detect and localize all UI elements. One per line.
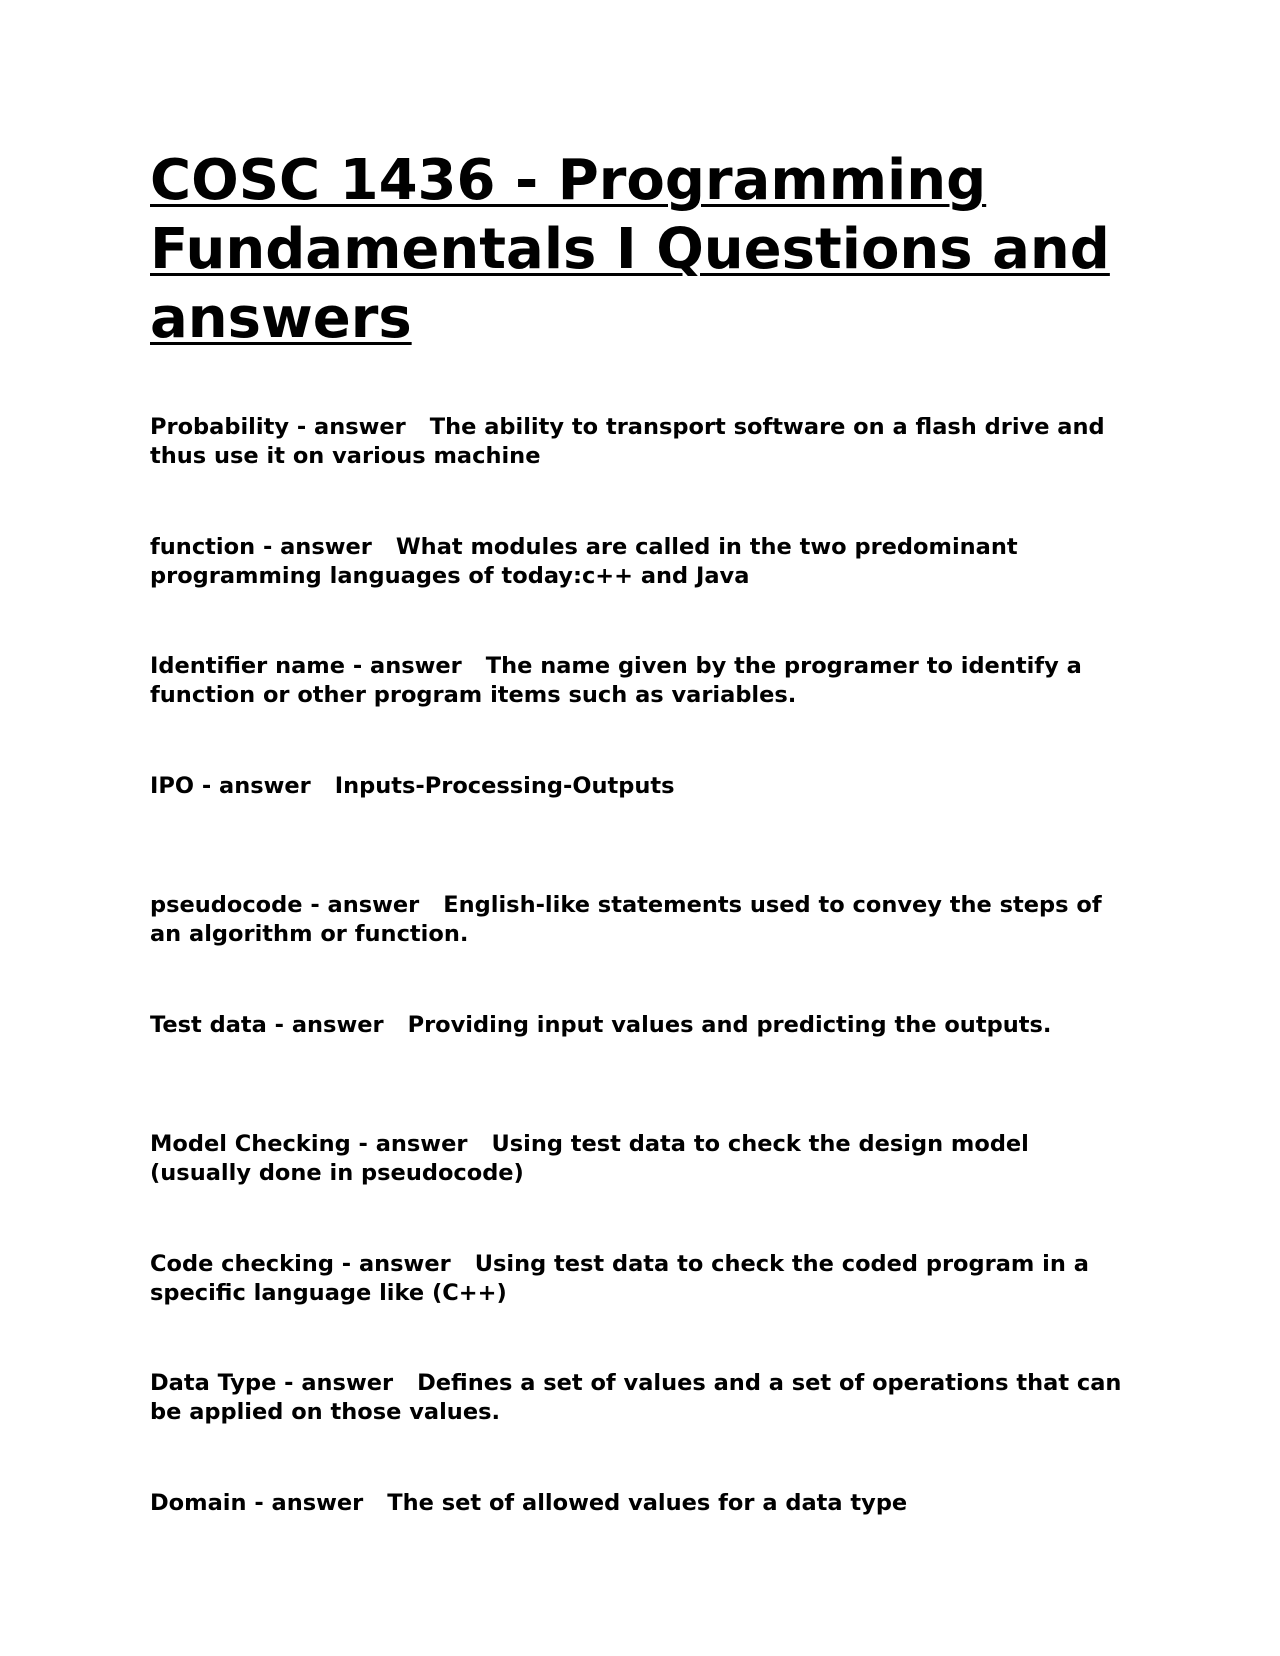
qa-separator: - answer	[350, 1131, 468, 1157]
qa-separator: - answer	[333, 1250, 451, 1277]
qa-term: IPO	[150, 772, 194, 799]
qa-separator: - answer	[194, 772, 311, 799]
qa-definition: English-like statements used to convey the steps of an algorithm or function.	[150, 892, 1102, 947]
qa-item	[150, 1489, 1130, 1609]
qa-separator: - answer	[276, 1370, 394, 1396]
document-title: COSC 1436 - Programming Fundamentals I Questions and answers	[150, 148, 1110, 351]
qa-item	[150, 413, 1130, 533]
qa-item	[150, 1011, 1130, 1131]
qa-list	[150, 413, 1130, 1608]
qa-item	[150, 891, 1130, 1011]
qa-term: Code checking	[150, 1250, 334, 1277]
qa-term: Data Type	[150, 1370, 277, 1396]
qa-definition: Defines a set of values and a set of operations that can be applied on those values.	[150, 1370, 1122, 1425]
qa-item	[150, 1130, 1130, 1250]
qa-term: Probability	[150, 414, 289, 440]
qa-term: Identifier name	[150, 653, 345, 679]
qa-separator: - answer	[266, 1011, 384, 1038]
qa-item	[150, 772, 1130, 892]
qa-definition: What modules are called in the two predominant programming languages of today:c++ and Java	[150, 533, 1018, 589]
qa-separator: - answer	[302, 892, 420, 918]
qa-term: Test data	[150, 1011, 267, 1038]
qa-definition: The set of allowed values for a data type	[387, 1489, 908, 1516]
qa-definition: The ability to transport software on a flash drive and thus use it on various machine	[150, 414, 1105, 469]
qa-item	[150, 533, 1130, 653]
qa-definition: Using test data to check the coded program in a specific language like (C++)	[150, 1250, 1089, 1306]
qa-definition: Using test data to check the design model (usually done in pseudocode)	[150, 1131, 1029, 1186]
qa-term: function	[150, 533, 256, 560]
qa-separator: - answer	[289, 414, 406, 440]
qa-definition: Inputs-Processing-Outputs	[334, 772, 675, 799]
qa-term: Domain	[150, 1489, 247, 1516]
qa-definition: The name given by the programer to identify a function or other program items such as variables.	[150, 653, 1082, 708]
qa-term: Model Checking	[150, 1131, 351, 1157]
qa-separator: - answer	[345, 653, 462, 679]
qa-item	[150, 1250, 1130, 1370]
qa-item	[150, 652, 1130, 772]
qa-definition: Providing input values and predicting the outputs.	[407, 1011, 1052, 1038]
qa-term: pseudocode	[150, 892, 303, 918]
qa-item	[150, 1369, 1130, 1489]
qa-separator: - answer	[255, 533, 372, 560]
qa-separator: - answer	[246, 1489, 364, 1516]
